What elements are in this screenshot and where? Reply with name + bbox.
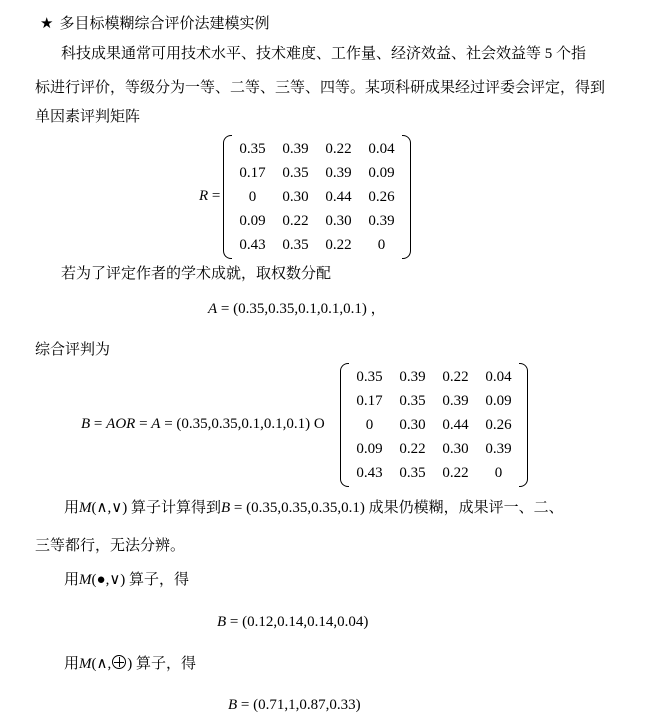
matrix-row (231, 185, 403, 209)
circled-plus-icon (112, 655, 126, 669)
right-paren (402, 135, 411, 259)
matrix-cell: 0.30 (282, 189, 309, 205)
matrix-row (231, 161, 403, 185)
left-paren (340, 363, 349, 487)
intro-line-1: 科技成果通常可用技术水平、技术难度、工作量、经济效益、社会效益等 5 个指 (61, 46, 587, 62)
matrix-cell: 0.39 (399, 369, 426, 385)
matrix-cell: 0.17 (239, 165, 266, 181)
matrix-row (348, 389, 520, 413)
matrix-cell: 0.43 (239, 237, 266, 253)
matrix-row (348, 365, 520, 389)
matrix-cell: 0.30 (399, 417, 426, 433)
matrix-cell: 0.39 (368, 213, 395, 229)
section-heading (40, 12, 269, 33)
matrix-cell: 0 (494, 465, 503, 481)
cropped-previous-line (40, 0, 300, 3)
matrix-cell: 0.09 (356, 441, 383, 457)
intro-line-3: 单因素评判矩阵 (35, 109, 141, 125)
result-3-equation: B = (0.71,1,0.87,0.33) (228, 697, 361, 713)
matrix-cell: 0 (377, 237, 386, 253)
heading-text: 多目标模糊综合评价法建模实例 (59, 16, 270, 32)
matrix-row (231, 137, 403, 161)
matrix-row (348, 461, 520, 485)
result-1-line-1: 用M(∧,∨) 算子计算得到B = (0.35,0.35,0.35,0.1) 成果仍模糊，成果评一、二、 (64, 500, 564, 516)
matrix-cell: 0.22 (442, 465, 469, 481)
matrix-cell: 0.43 (356, 465, 383, 481)
matrix-r-table (231, 137, 403, 257)
matrix-cell: 0.30 (325, 213, 352, 229)
matrix-cell: 0.35 (282, 165, 309, 181)
matrix-cell: 0.22 (325, 237, 352, 253)
matrix-cell: 0.39 (282, 141, 309, 157)
result-3-line: 用M(∧, ) 算子，得 (64, 656, 197, 672)
matrix-cell: 0 (248, 189, 257, 205)
result-1-line-2: 三等都行，无法分辨。 (35, 538, 186, 554)
matrix-cell: 0.44 (442, 417, 469, 433)
matrix-cell: 0.04 (368, 141, 395, 157)
matrix-row (231, 209, 403, 233)
matrix-cell: 0.39 (442, 393, 469, 409)
result-2-line: 用M(●,∨) 算子，得 (64, 572, 190, 588)
matrix-cell: 0.17 (356, 393, 383, 409)
intro-line-2: 标进行评价，等级分为一等、二等、三等、四等。某项科研成果经过评委会评定，得到 (35, 80, 606, 96)
matrix-r-label: R = (199, 188, 221, 204)
matrix-cell: 0.39 (485, 441, 512, 457)
matrix-cell: 0.35 (356, 369, 383, 385)
matrix-cell: 0.22 (399, 441, 426, 457)
matrix-composite (340, 365, 528, 485)
matrix-row (231, 233, 403, 257)
matrix-cell: 0.09 (239, 213, 266, 229)
matrix-cell: 0.35 (239, 141, 266, 157)
matrix-cell: 0.30 (442, 441, 469, 457)
right-paren (519, 363, 528, 487)
matrix-cell: 0 (365, 417, 374, 433)
matrix-cell: 0.44 (325, 189, 352, 205)
matrix-cell: 0.22 (282, 213, 309, 229)
matrix-cell: 0.26 (368, 189, 395, 205)
weights-equation: A = (0.35,0.35,0.1,0.1,0.1) ， (208, 301, 386, 317)
star-icon: ★ (40, 16, 54, 32)
left-paren (223, 135, 232, 259)
matrix-cell: 0.22 (442, 369, 469, 385)
matrix-cell: 0.22 (325, 141, 352, 157)
matrix-r (223, 137, 411, 257)
matrix-cell: 0.35 (399, 393, 426, 409)
matrix-cell: 0.26 (485, 417, 512, 433)
matrix-composite-table (348, 365, 520, 485)
weights-intro: 若为了评定作者的学术成就，取权数分配 (61, 266, 332, 282)
matrix-cell: 0.04 (485, 369, 512, 385)
matrix-cell: 0.35 (399, 465, 426, 481)
composite-equation: B = AOR = A = (0.35,0.35,0.1,0.1,0.1) O (81, 416, 325, 432)
matrix-cell: 0.35 (282, 237, 309, 253)
matrix-cell: 0.09 (368, 165, 395, 181)
result-2-equation: B = (0.12,0.14,0.14,0.04) (217, 614, 369, 630)
matrix-cell: 0.39 (325, 165, 352, 181)
matrix-row (348, 413, 520, 437)
matrix-row (348, 437, 520, 461)
matrix-cell: 0.09 (485, 393, 512, 409)
composite-intro: 综合评判为 (35, 342, 111, 358)
